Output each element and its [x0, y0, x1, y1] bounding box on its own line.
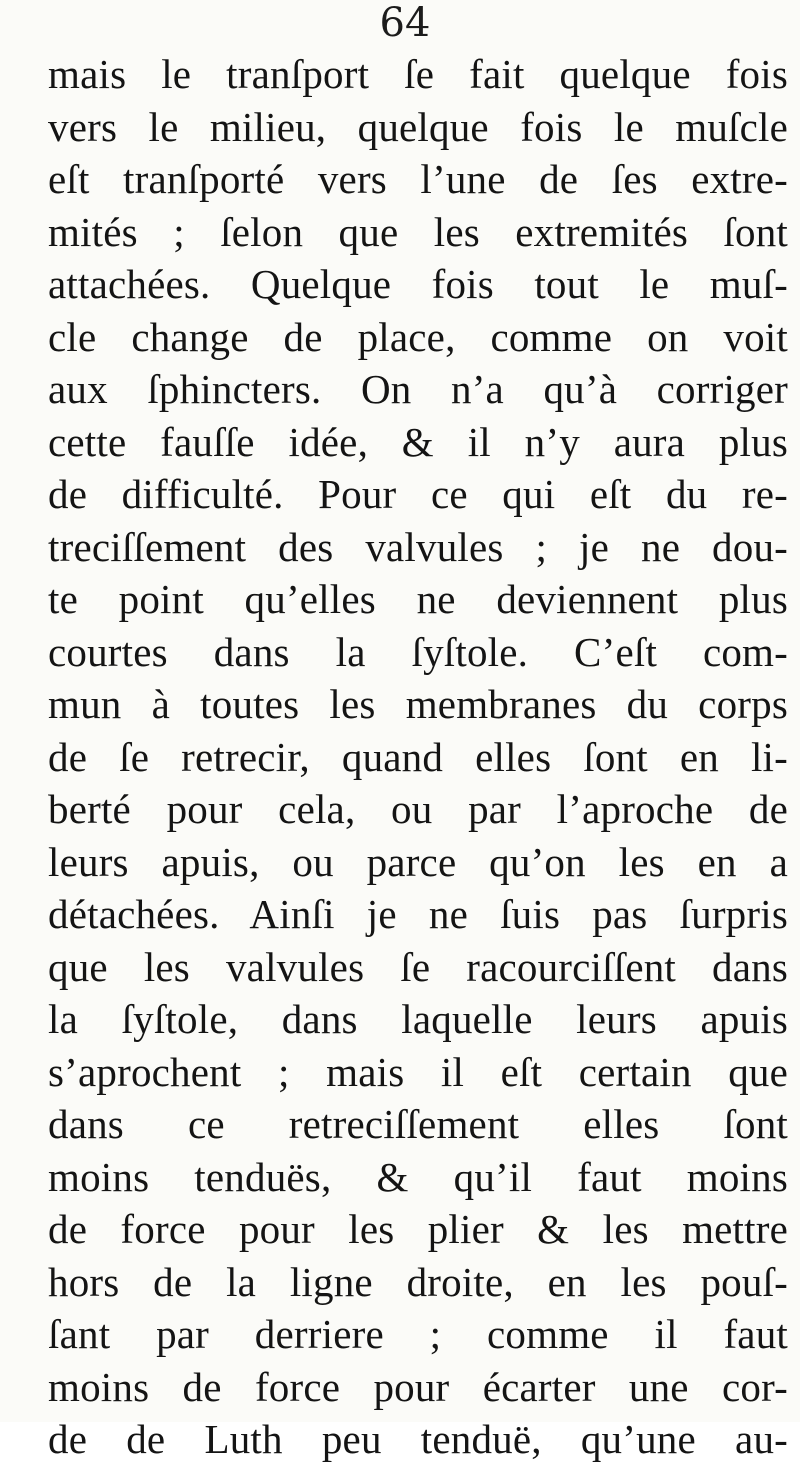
text-line: ſant par derriere ; comme il faut — [48, 1311, 788, 1357]
text-line: eſt tranſporté vers l’une de ſes extre- — [48, 156, 788, 202]
body-text — [48, 48, 788, 1466]
text-line: mais le tranſport ſe fait quelque fois — [48, 51, 788, 97]
text-line: cette fauſſe idée, & il n’y aura plus — [48, 418, 788, 465]
text-line: détachées. Ainſi je ne ſuis pas ſurpris — [48, 891, 788, 937]
text-line: vers le milieu, quelque fois le muſcle — [48, 103, 788, 150]
text-line: attachées. Quelque fois tout le muſ- — [48, 261, 788, 307]
text-line: leurs apuis, ou parce qu’on les en a — [48, 838, 788, 885]
text-line: moins de force pour écarter une cor- — [48, 1363, 788, 1410]
text-line: te point qu’elles ne deviennent plus — [48, 576, 788, 622]
text-line: mun à toutes les membranes du corps — [48, 681, 788, 727]
text-line: de ſe retrecir, quand elles ſont en li- — [48, 733, 788, 780]
text-line: s’aprochent ; mais il eſt certain que — [48, 1048, 788, 1095]
text-line: treciſſement des valvules ; je ne dou- — [48, 523, 788, 570]
text-line: la ſyſtole, dans laquelle leurs apuis — [48, 996, 788, 1042]
text-line: cle change de place, comme on voit — [48, 313, 788, 360]
text-line: mités ; ſelon que les extremités ſont — [48, 208, 788, 255]
text-line: berté pour cela, ou par l’aproche de — [48, 786, 788, 832]
text-line: moins tenduës, & qu’il faut moins — [48, 1153, 788, 1200]
page-number: 64 — [379, 0, 431, 46]
text-line: de force pour les plier & les mettre — [48, 1206, 788, 1252]
text-line: de de Luth peu tenduë, qu’une au- — [48, 1416, 788, 1462]
text-line: que les valvules ſe racourciſſent dans — [48, 943, 788, 990]
text-line: aux ſphincters. On n’a qu’à corriger — [48, 366, 788, 412]
text-line: courtes dans la ſyſtole. C’eſt com- — [48, 628, 788, 675]
text-line: hors de la ligne droite, en les pouſ- — [48, 1258, 788, 1305]
text-line: de difficulté. Pour ce qui eſt du re- — [48, 471, 788, 517]
text-line: dans ce retreciſſement elles ſont — [48, 1101, 788, 1147]
